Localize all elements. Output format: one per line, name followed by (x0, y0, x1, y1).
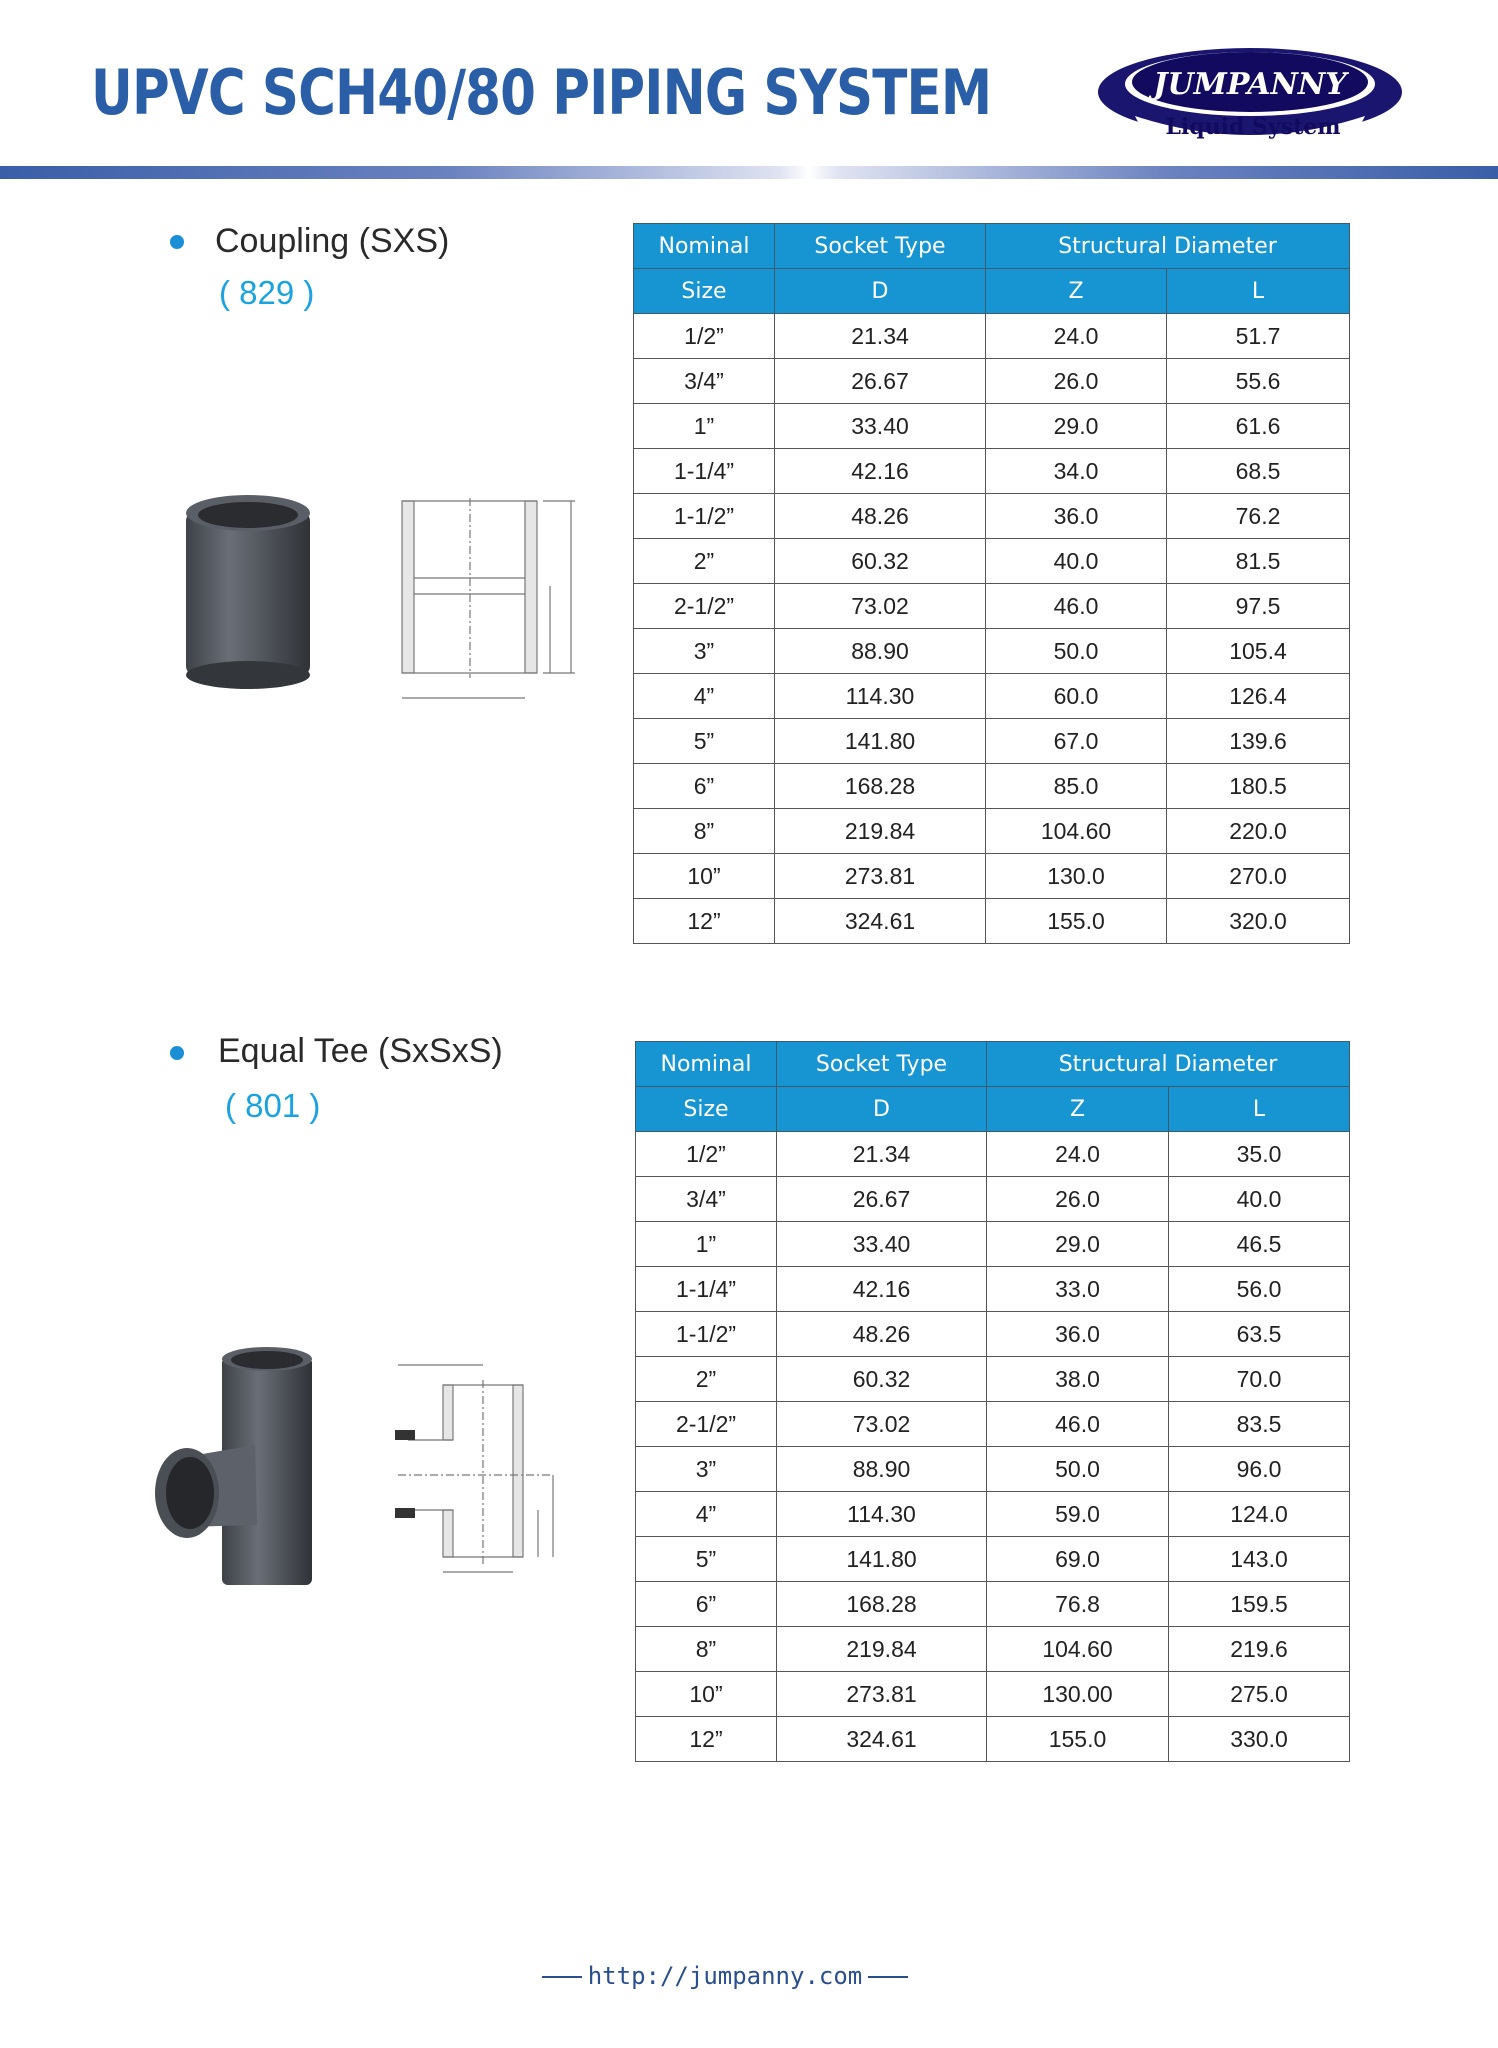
table-cell: 1-1/4” (636, 1267, 777, 1312)
page-title: UPVC SCH40/80 PIPING SYSTEM (91, 56, 992, 129)
footer (535, 1962, 915, 1990)
table-cell: 8” (636, 1627, 777, 1672)
table-cell: 320.0 (1167, 899, 1350, 944)
table-row (636, 1627, 1350, 1672)
table-cell: 73.02 (775, 584, 986, 629)
table-cell: 114.30 (775, 674, 986, 719)
table-row (636, 1537, 1350, 1582)
table-cell: 33.40 (777, 1222, 987, 1267)
column-subheader: Size (636, 1087, 777, 1132)
table-cell: 69.0 (987, 1537, 1169, 1582)
table-cell: 68.5 (1167, 449, 1350, 494)
table-cell: 168.28 (777, 1582, 987, 1627)
table-cell: 270.0 (1167, 854, 1350, 899)
table-cell: 60.32 (777, 1357, 987, 1402)
table-cell: 124.0 (1169, 1492, 1350, 1537)
table-cell: 10” (636, 1672, 777, 1717)
table-cell: 76.2 (1167, 494, 1350, 539)
table-cell: 139.6 (1167, 719, 1350, 764)
table-cell: 2-1/2” (636, 1402, 777, 1447)
coupling-dimension-table (633, 223, 1350, 944)
table-cell: 114.30 (777, 1492, 987, 1537)
table-cell: 97.5 (1167, 584, 1350, 629)
column-subheader: L (1167, 269, 1350, 314)
table-cell: 4” (634, 674, 775, 719)
table-cell: 219.6 (1169, 1627, 1350, 1672)
table-cell: 60.32 (775, 539, 986, 584)
svg-text:JUMPANNY: JUMPANNY (1153, 67, 1347, 102)
table-cell: 159.5 (1169, 1582, 1350, 1627)
column-header: Structural Diameter (987, 1042, 1350, 1087)
table-cell: 76.8 (987, 1582, 1169, 1627)
table-row (634, 539, 1350, 584)
table-row (636, 1402, 1350, 1447)
table-row (634, 494, 1350, 539)
table-cell: 273.81 (777, 1672, 987, 1717)
website-link[interactable]: http://jumpanny.com (587, 1962, 863, 1990)
table-row (636, 1312, 1350, 1357)
column-header: Nominal (634, 224, 775, 269)
table-cell: 275.0 (1169, 1672, 1350, 1717)
table-cell: 2” (636, 1357, 777, 1402)
table-row (636, 1447, 1350, 1492)
table-cell: 26.67 (775, 359, 986, 404)
table-row (634, 719, 1350, 764)
table-cell: 219.84 (775, 809, 986, 854)
table-row (634, 674, 1350, 719)
table-cell: 26.0 (986, 359, 1167, 404)
header-row (634, 269, 1350, 314)
equal-tee-photo (145, 1345, 320, 1595)
table-row (636, 1582, 1350, 1627)
table-cell: 29.0 (987, 1222, 1169, 1267)
table-cell: 70.0 (1169, 1357, 1350, 1402)
column-header: Structural Diameter (986, 224, 1350, 269)
header-row (636, 1042, 1350, 1087)
column-subheader: L (1169, 1087, 1350, 1132)
table-cell: 168.28 (775, 764, 986, 809)
table-cell: 6” (636, 1582, 777, 1627)
equal-tee-dimension-table (635, 1041, 1350, 1762)
equal-tee-drawing (393, 1360, 563, 1580)
table-cell: 130.0 (986, 854, 1167, 899)
table-cell: 42.16 (775, 449, 986, 494)
product-title: Equal Tee (SxSxS) (218, 1032, 503, 1070)
table-cell: 81.5 (1167, 539, 1350, 584)
table-cell: 46.0 (986, 584, 1167, 629)
table-row (634, 449, 1350, 494)
table-cell: 35.0 (1169, 1132, 1350, 1177)
table-cell: 60.0 (986, 674, 1167, 719)
table-cell: 104.60 (986, 809, 1167, 854)
table-cell: 219.84 (777, 1627, 987, 1672)
table-cell: 40.0 (1169, 1177, 1350, 1222)
table-row (634, 854, 1350, 899)
bullet-icon (170, 235, 184, 249)
table-cell: 3” (634, 629, 775, 674)
table-cell: 2” (634, 539, 775, 584)
table-cell: 26.67 (777, 1177, 987, 1222)
table-cell: 6” (634, 764, 775, 809)
table-row (636, 1492, 1350, 1537)
table-cell: 46.5 (1169, 1222, 1350, 1267)
table-row (634, 629, 1350, 674)
table-cell: 61.6 (1167, 404, 1350, 449)
table-cell: 324.61 (775, 899, 986, 944)
table-cell: 1” (636, 1222, 777, 1267)
column-subheader: D (775, 269, 986, 314)
table-row (636, 1357, 1350, 1402)
table-cell: 63.5 (1169, 1312, 1350, 1357)
footer-line (868, 1976, 908, 1978)
table-cell: 21.34 (775, 314, 986, 359)
table-row (634, 899, 1350, 944)
table-cell: 85.0 (986, 764, 1167, 809)
table-cell: 42.16 (777, 1267, 987, 1312)
column-subheader: Size (634, 269, 775, 314)
table-cell: 34.0 (986, 449, 1167, 494)
table-cell: 2-1/2” (634, 584, 775, 629)
table-cell: 3/4” (636, 1177, 777, 1222)
table-cell: 33.0 (987, 1267, 1169, 1312)
table-cell: 50.0 (987, 1447, 1169, 1492)
product-code: ( 829 ) (219, 274, 315, 311)
table-cell: 73.02 (777, 1402, 987, 1447)
table-cell: 48.26 (775, 494, 986, 539)
table-cell: 48.26 (777, 1312, 987, 1357)
table-cell: 26.0 (987, 1177, 1169, 1222)
table-cell: 141.80 (775, 719, 986, 764)
table-cell: 4” (636, 1492, 777, 1537)
table-cell: 1” (634, 404, 775, 449)
jumpanny-logo (1095, 44, 1405, 148)
table-row (636, 1132, 1350, 1177)
column-subheader: Z (987, 1087, 1169, 1132)
table-cell: 3/4” (634, 359, 775, 404)
table-cell: 143.0 (1169, 1537, 1350, 1582)
table-cell: 130.00 (987, 1672, 1169, 1717)
column-subheader: D (777, 1087, 987, 1132)
svg-text:Liquid System: Liquid System (1165, 114, 1341, 140)
table-cell: 105.4 (1167, 629, 1350, 674)
table-cell: 1/2” (636, 1132, 777, 1177)
table-cell: 141.80 (777, 1537, 987, 1582)
table-cell: 1-1/2” (636, 1312, 777, 1357)
bullet-icon (170, 1046, 184, 1060)
table-cell: 8” (634, 809, 775, 854)
table-cell: 3” (636, 1447, 777, 1492)
product-title: Coupling (SXS) (215, 222, 450, 260)
table-cell: 29.0 (986, 404, 1167, 449)
table-cell: 330.0 (1169, 1717, 1350, 1762)
column-header: Socket Type (775, 224, 986, 269)
table-cell: 59.0 (987, 1492, 1169, 1537)
table-cell: 88.90 (777, 1447, 987, 1492)
table-cell: 10” (634, 854, 775, 899)
table-cell: 1/2” (634, 314, 775, 359)
table-cell: 36.0 (986, 494, 1167, 539)
column-header: Nominal (636, 1042, 777, 1087)
table-cell: 67.0 (986, 719, 1167, 764)
table-cell: 96.0 (1169, 1447, 1350, 1492)
table-row (634, 584, 1350, 629)
table-row (636, 1267, 1350, 1312)
table-cell: 46.0 (987, 1402, 1169, 1447)
table-cell: 12” (636, 1717, 777, 1762)
table-row (634, 809, 1350, 854)
column-subheader: Z (986, 269, 1167, 314)
header-row (634, 224, 1350, 269)
table-cell: 1-1/4” (634, 449, 775, 494)
table-cell: 51.7 (1167, 314, 1350, 359)
table-cell: 24.0 (987, 1132, 1169, 1177)
table-cell: 36.0 (987, 1312, 1169, 1357)
table-cell: 324.61 (777, 1717, 987, 1762)
table-cell: 126.4 (1167, 674, 1350, 719)
table-cell: 220.0 (1167, 809, 1350, 854)
table-cell: 5” (634, 719, 775, 764)
table-cell: 24.0 (986, 314, 1167, 359)
header-divider-bar (0, 166, 1498, 179)
table-row (636, 1672, 1350, 1717)
table-cell: 50.0 (986, 629, 1167, 674)
table-row (636, 1222, 1350, 1267)
coupling-drawing (395, 498, 580, 708)
table-cell: 40.0 (986, 539, 1167, 584)
table-cell: 155.0 (986, 899, 1167, 944)
table-row (636, 1177, 1350, 1222)
footer-line (542, 1976, 582, 1978)
table-row (634, 764, 1350, 809)
table-cell: 273.81 (775, 854, 986, 899)
table-cell: 55.6 (1167, 359, 1350, 404)
header-row (636, 1087, 1350, 1132)
table-cell: 33.40 (775, 404, 986, 449)
table-row (636, 1717, 1350, 1762)
table-cell: 180.5 (1167, 764, 1350, 809)
table-cell: 21.34 (777, 1132, 987, 1177)
column-header: Socket Type (777, 1042, 987, 1087)
table-row (634, 404, 1350, 449)
table-row (634, 314, 1350, 359)
product-code: ( 801 ) (225, 1087, 321, 1124)
table-cell: 38.0 (987, 1357, 1169, 1402)
table-cell: 56.0 (1169, 1267, 1350, 1312)
table-cell: 155.0 (987, 1717, 1169, 1762)
table-cell: 1-1/2” (634, 494, 775, 539)
table-cell: 83.5 (1169, 1402, 1350, 1447)
table-cell: 5” (636, 1537, 777, 1582)
table-cell: 104.60 (987, 1627, 1169, 1672)
table-cell: 12” (634, 899, 775, 944)
table-row (634, 359, 1350, 404)
table-cell: 88.90 (775, 629, 986, 674)
coupling-photo (180, 493, 315, 693)
